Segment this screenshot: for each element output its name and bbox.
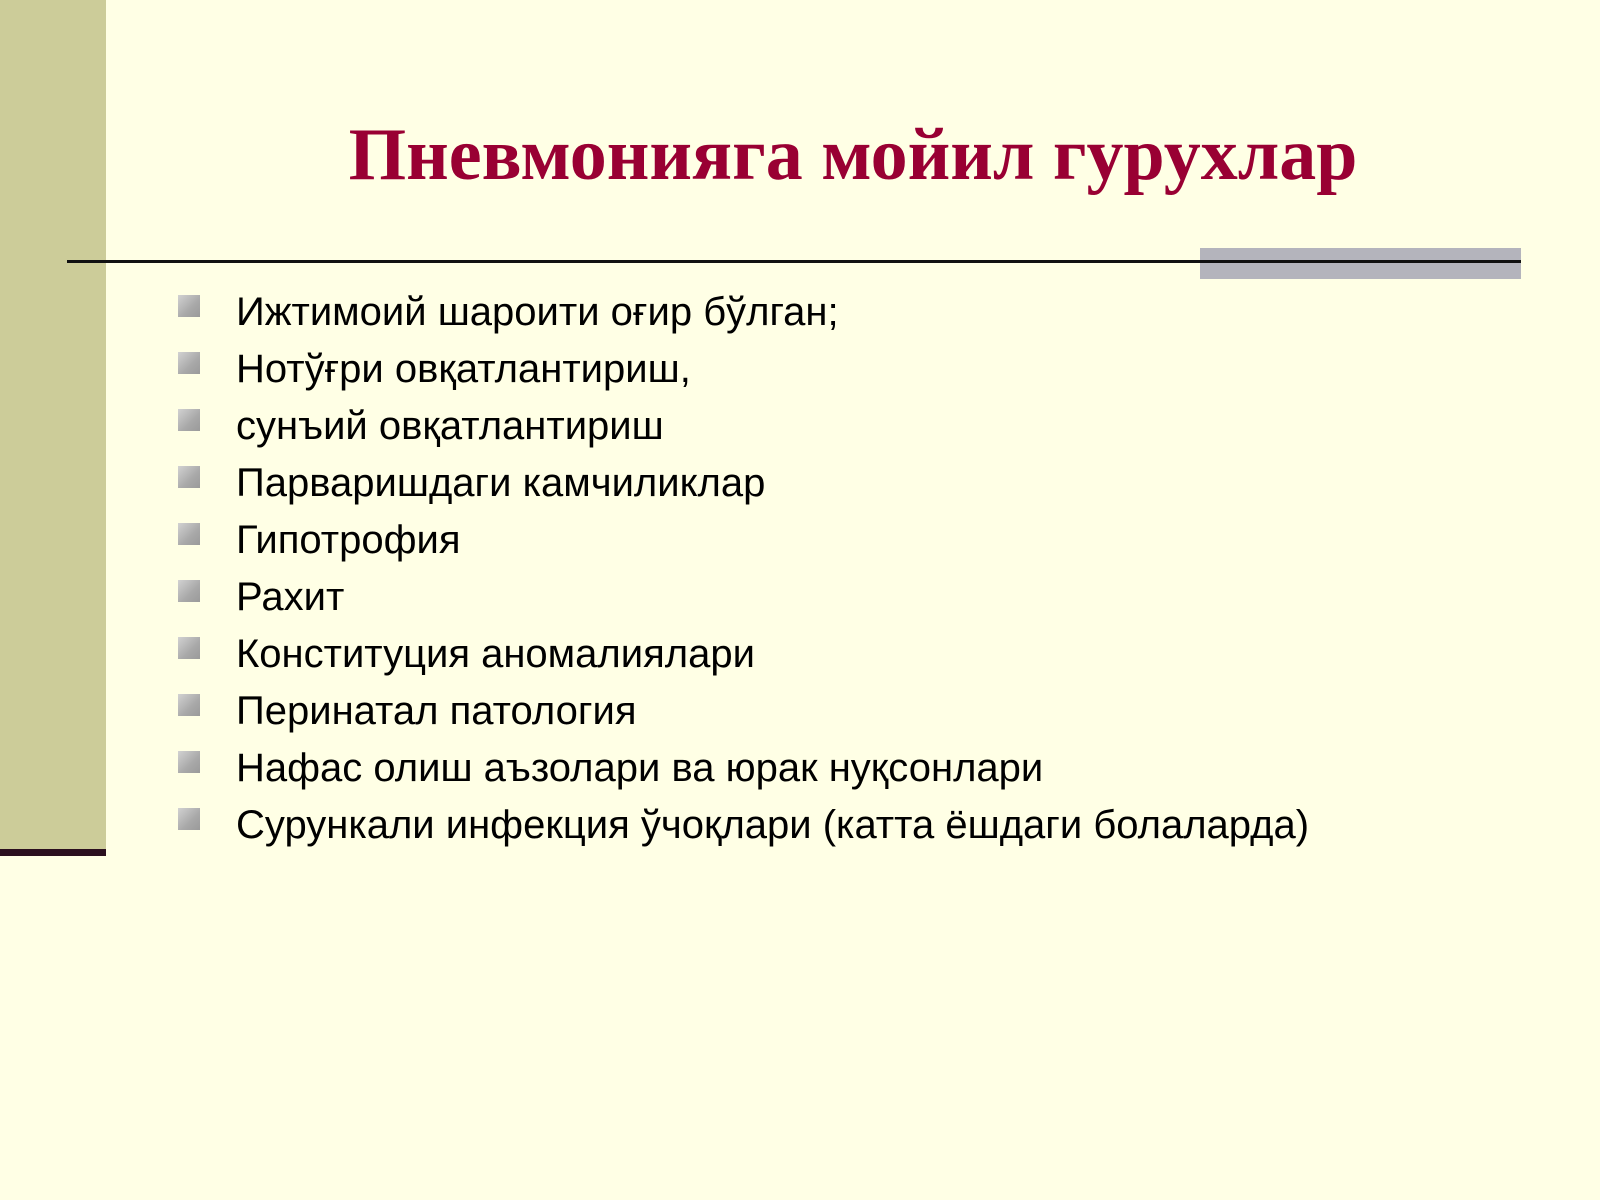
list-item-text: Перинатал патология [236, 689, 637, 733]
accent-bar [1200, 248, 1521, 279]
list-item-text: Парваришдаги камчиликлар [236, 461, 766, 505]
title-divider [67, 260, 1521, 263]
list-item-text: Нафас олиш аъзолари ва юрак нуқсонлари [236, 746, 1044, 790]
square-bullet-icon [178, 523, 200, 545]
square-bullet-icon [178, 409, 200, 431]
list-item-text: сунъий овқатлантириш [236, 404, 664, 448]
list-item-text: Ижтимоий шароити оғир бўлган; [236, 290, 839, 334]
slide-title: Пневмонияга мойил гурухлар [348, 114, 1358, 196]
square-bullet-icon [178, 295, 200, 317]
list-item-text: Нотўғри овқатлантириш, [236, 347, 691, 391]
square-bullet-icon [178, 694, 200, 716]
square-bullet-icon [178, 580, 200, 602]
square-bullet-icon [178, 352, 200, 374]
square-bullet-icon [178, 751, 200, 773]
square-bullet-icon [178, 637, 200, 659]
list-item-text: Гипотрофия [236, 518, 461, 562]
square-bullet-icon [178, 808, 200, 830]
list-item-text: Рахит [236, 575, 345, 619]
side-decoration-bar-bottom-edge [0, 849, 106, 856]
list-item-text: Сурункали инфекция ўчоқлари (катта ёшдаги болаларда) [236, 803, 1310, 847]
side-decoration-bar [0, 0, 106, 849]
list-item-text: Конституция аномалиялари [236, 632, 755, 676]
square-bullet-icon [178, 466, 200, 488]
